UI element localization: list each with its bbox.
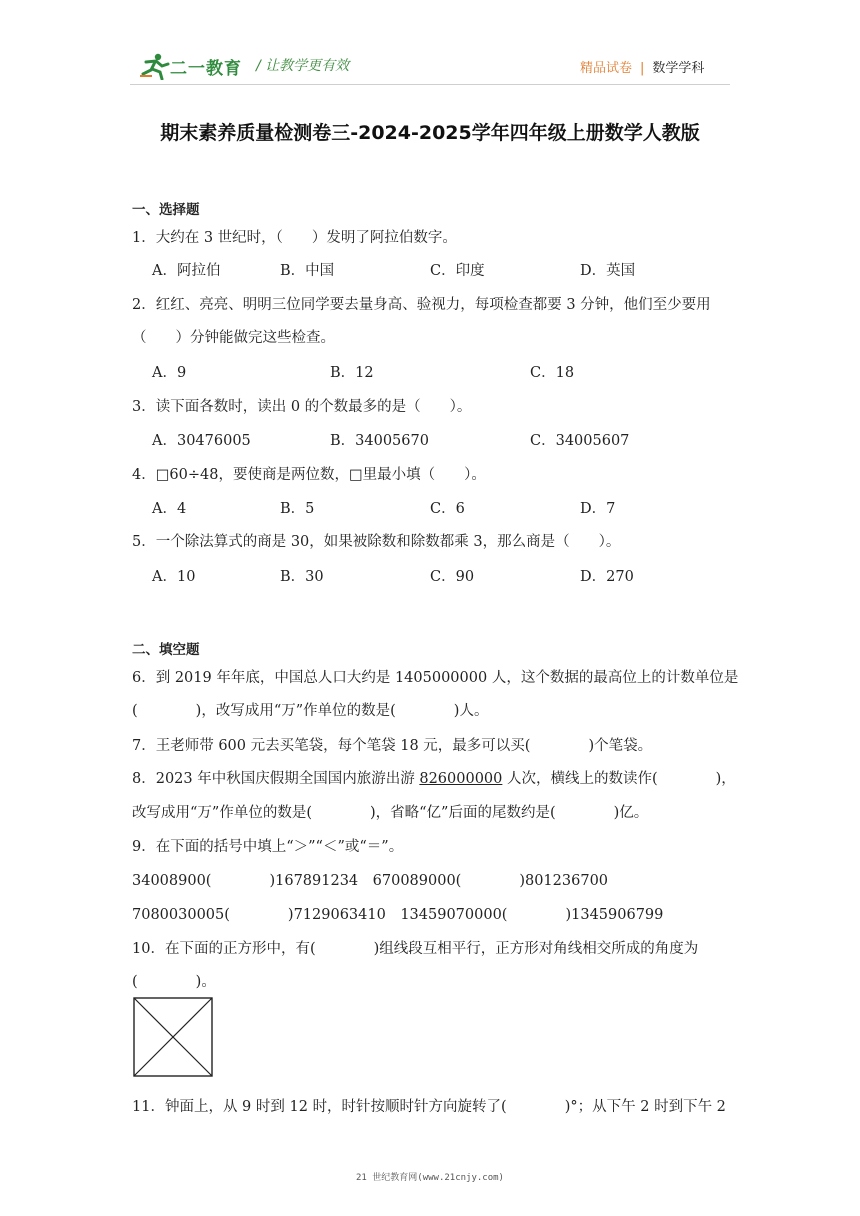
q1-option-d: D．英国 [580,263,636,279]
question-9: 9．在下面的括号中填上“＞”“＜”或“＝”。 [132,839,404,855]
brand-name: 二一教育 [170,59,242,79]
q4-option-b: B．5 [280,501,315,517]
q1-option-c: C．印度 [430,263,485,279]
question-2-line2: （ ）分钟能做完这些检查。 [132,330,335,346]
q1-option-b: B．中国 [280,263,335,279]
question-5: 5．一个除法算式的商是 30，如果被除数和除数都乘 3，那么商是（ ）。 [132,534,621,550]
q5-option-c: C．90 [430,569,475,585]
question-11: 11．钟面上，从 9 时到 12 时，时针按顺时针方向旋转了( )°；从下午 2 时到下午 2 [132,1099,726,1115]
q2-option-c: C．18 [530,365,575,381]
q4-option-a: A．4 [152,501,187,517]
q5-option-a: A．10 [152,569,196,585]
page-title: 期末素养质量检测卷三-2024-2025学年四年级上册数学人教版 [160,122,700,144]
q3-option-c: C．34005607 [530,433,630,449]
question-1: 1．大约在 3 世纪时，（ ）发明了阿拉伯数字。 [132,230,457,246]
q5-option-b: B．30 [280,569,324,585]
q3-option-b: B．34005670 [330,433,429,449]
q1-option-a: A．阿拉伯 [152,263,221,279]
header-separator: | [640,61,645,76]
question-2-line1: 2．红红、亮亮、明明三位同学要去量身高、验视力，每项检查都要 3 分钟，他们至少要用 [132,297,711,313]
question-4: 4．□60÷48，要使商是两位数，□里最小填（ ）。 [132,467,486,483]
question-10-line2: ( )。 [132,974,216,990]
brand-slogan: / 让教学更有效 [256,58,350,74]
question-3: 3．读下面各数时，读出 0 的个数最多的是（ ）。 [132,399,472,415]
section-heading-choice: 一、选择题 [132,202,200,218]
section-heading-fill: 二、填空题 [132,642,200,658]
question-7: 7．王老师带 600 元去买笔袋，每个笔袋 18 元，最多可以买( )个笔袋。 [132,738,653,754]
q8-text-pre: 8．2023 年中秋国庆假期全国国内旅游出游 [132,771,420,787]
square-with-diagonals-figure [133,997,213,1077]
q4-option-d: D．7 [580,501,616,517]
q3-option-a: A．30476005 [152,433,251,449]
q8-text-post: 人次，横线上的数读作( )， [502,771,736,787]
question-8-line2: 改写成用“万”作单位的数是( )，省略“亿”后面的尾数约是( )亿。 [132,805,649,821]
q8-underlined-number: 826000000 [419,771,503,787]
q2-option-b: B．12 [330,365,374,381]
header-label-premium: 精品试卷 [580,61,633,76]
page-footer: 21 世纪教育网(www.21cnjy.com) [356,1173,504,1183]
question-8-line1 [132,767,736,788]
header-rule [130,84,730,85]
header-label-subject: 数学学科 [652,61,705,76]
question-9-row1: 34008900( )167891234 670089000( )801236700 [132,873,609,889]
question-10-line1: 10．在下面的正方形中，有( )组线段互相平行，正方形对角线相交所成的角度为 [132,941,699,957]
question-6-line2: ( )，改写成用“万”作单位的数是( )人。 [132,703,489,719]
q2-option-a: A．9 [152,365,187,381]
question-9-row2: 7080030005( )7129063410 13459070000( )1345906799 [132,907,664,923]
question-6-line1: 6．到 2019 年年底，中国总人口大约是 1405000000 人，这个数据的最高位上的计数单位是 [132,670,739,686]
header-subject [580,57,704,76]
logo-runner-icon [138,52,170,80]
q5-option-d: D．270 [580,569,634,585]
q4-option-c: C．6 [430,501,465,517]
